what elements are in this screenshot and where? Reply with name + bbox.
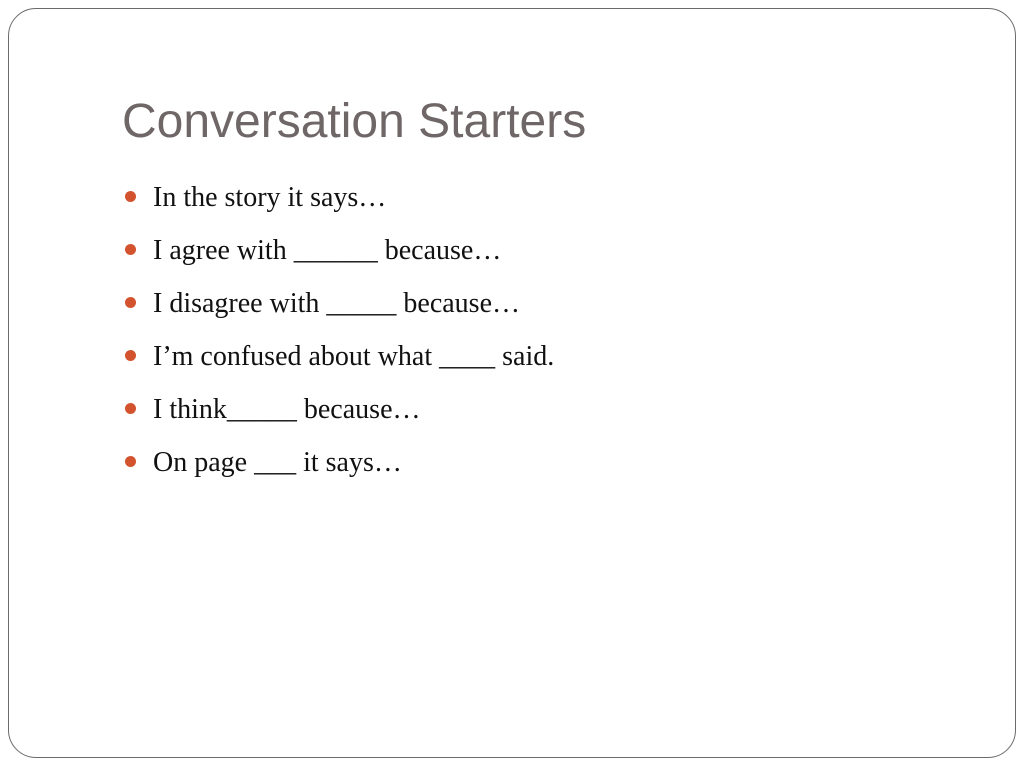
bullet-dot-icon bbox=[125, 403, 136, 414]
bullet-text: I agree with ______ because… bbox=[153, 235, 502, 266]
slide-title: Conversation Starters bbox=[122, 95, 587, 148]
bullet-text: I think_____ because… bbox=[153, 394, 421, 425]
bullet-text: In the story it says… bbox=[153, 182, 387, 213]
list-item bbox=[125, 175, 554, 228]
bullet-list bbox=[125, 175, 554, 493]
bullet-dot-icon bbox=[125, 244, 136, 255]
list-item bbox=[125, 440, 554, 493]
slide-frame bbox=[8, 8, 1016, 758]
bullet-text: On page ___ it says… bbox=[153, 447, 402, 478]
list-item bbox=[125, 334, 554, 387]
list-item bbox=[125, 387, 554, 440]
bullet-dot-icon bbox=[125, 456, 136, 467]
bullet-dot-icon bbox=[125, 297, 136, 308]
bullet-dot-icon bbox=[125, 191, 136, 202]
bullet-dot-icon bbox=[125, 350, 136, 361]
list-item bbox=[125, 228, 554, 281]
list-item bbox=[125, 281, 554, 334]
bullet-text: I’m confused about what ____ said. bbox=[153, 341, 555, 372]
bullet-text: I disagree with _____ because… bbox=[153, 288, 520, 319]
